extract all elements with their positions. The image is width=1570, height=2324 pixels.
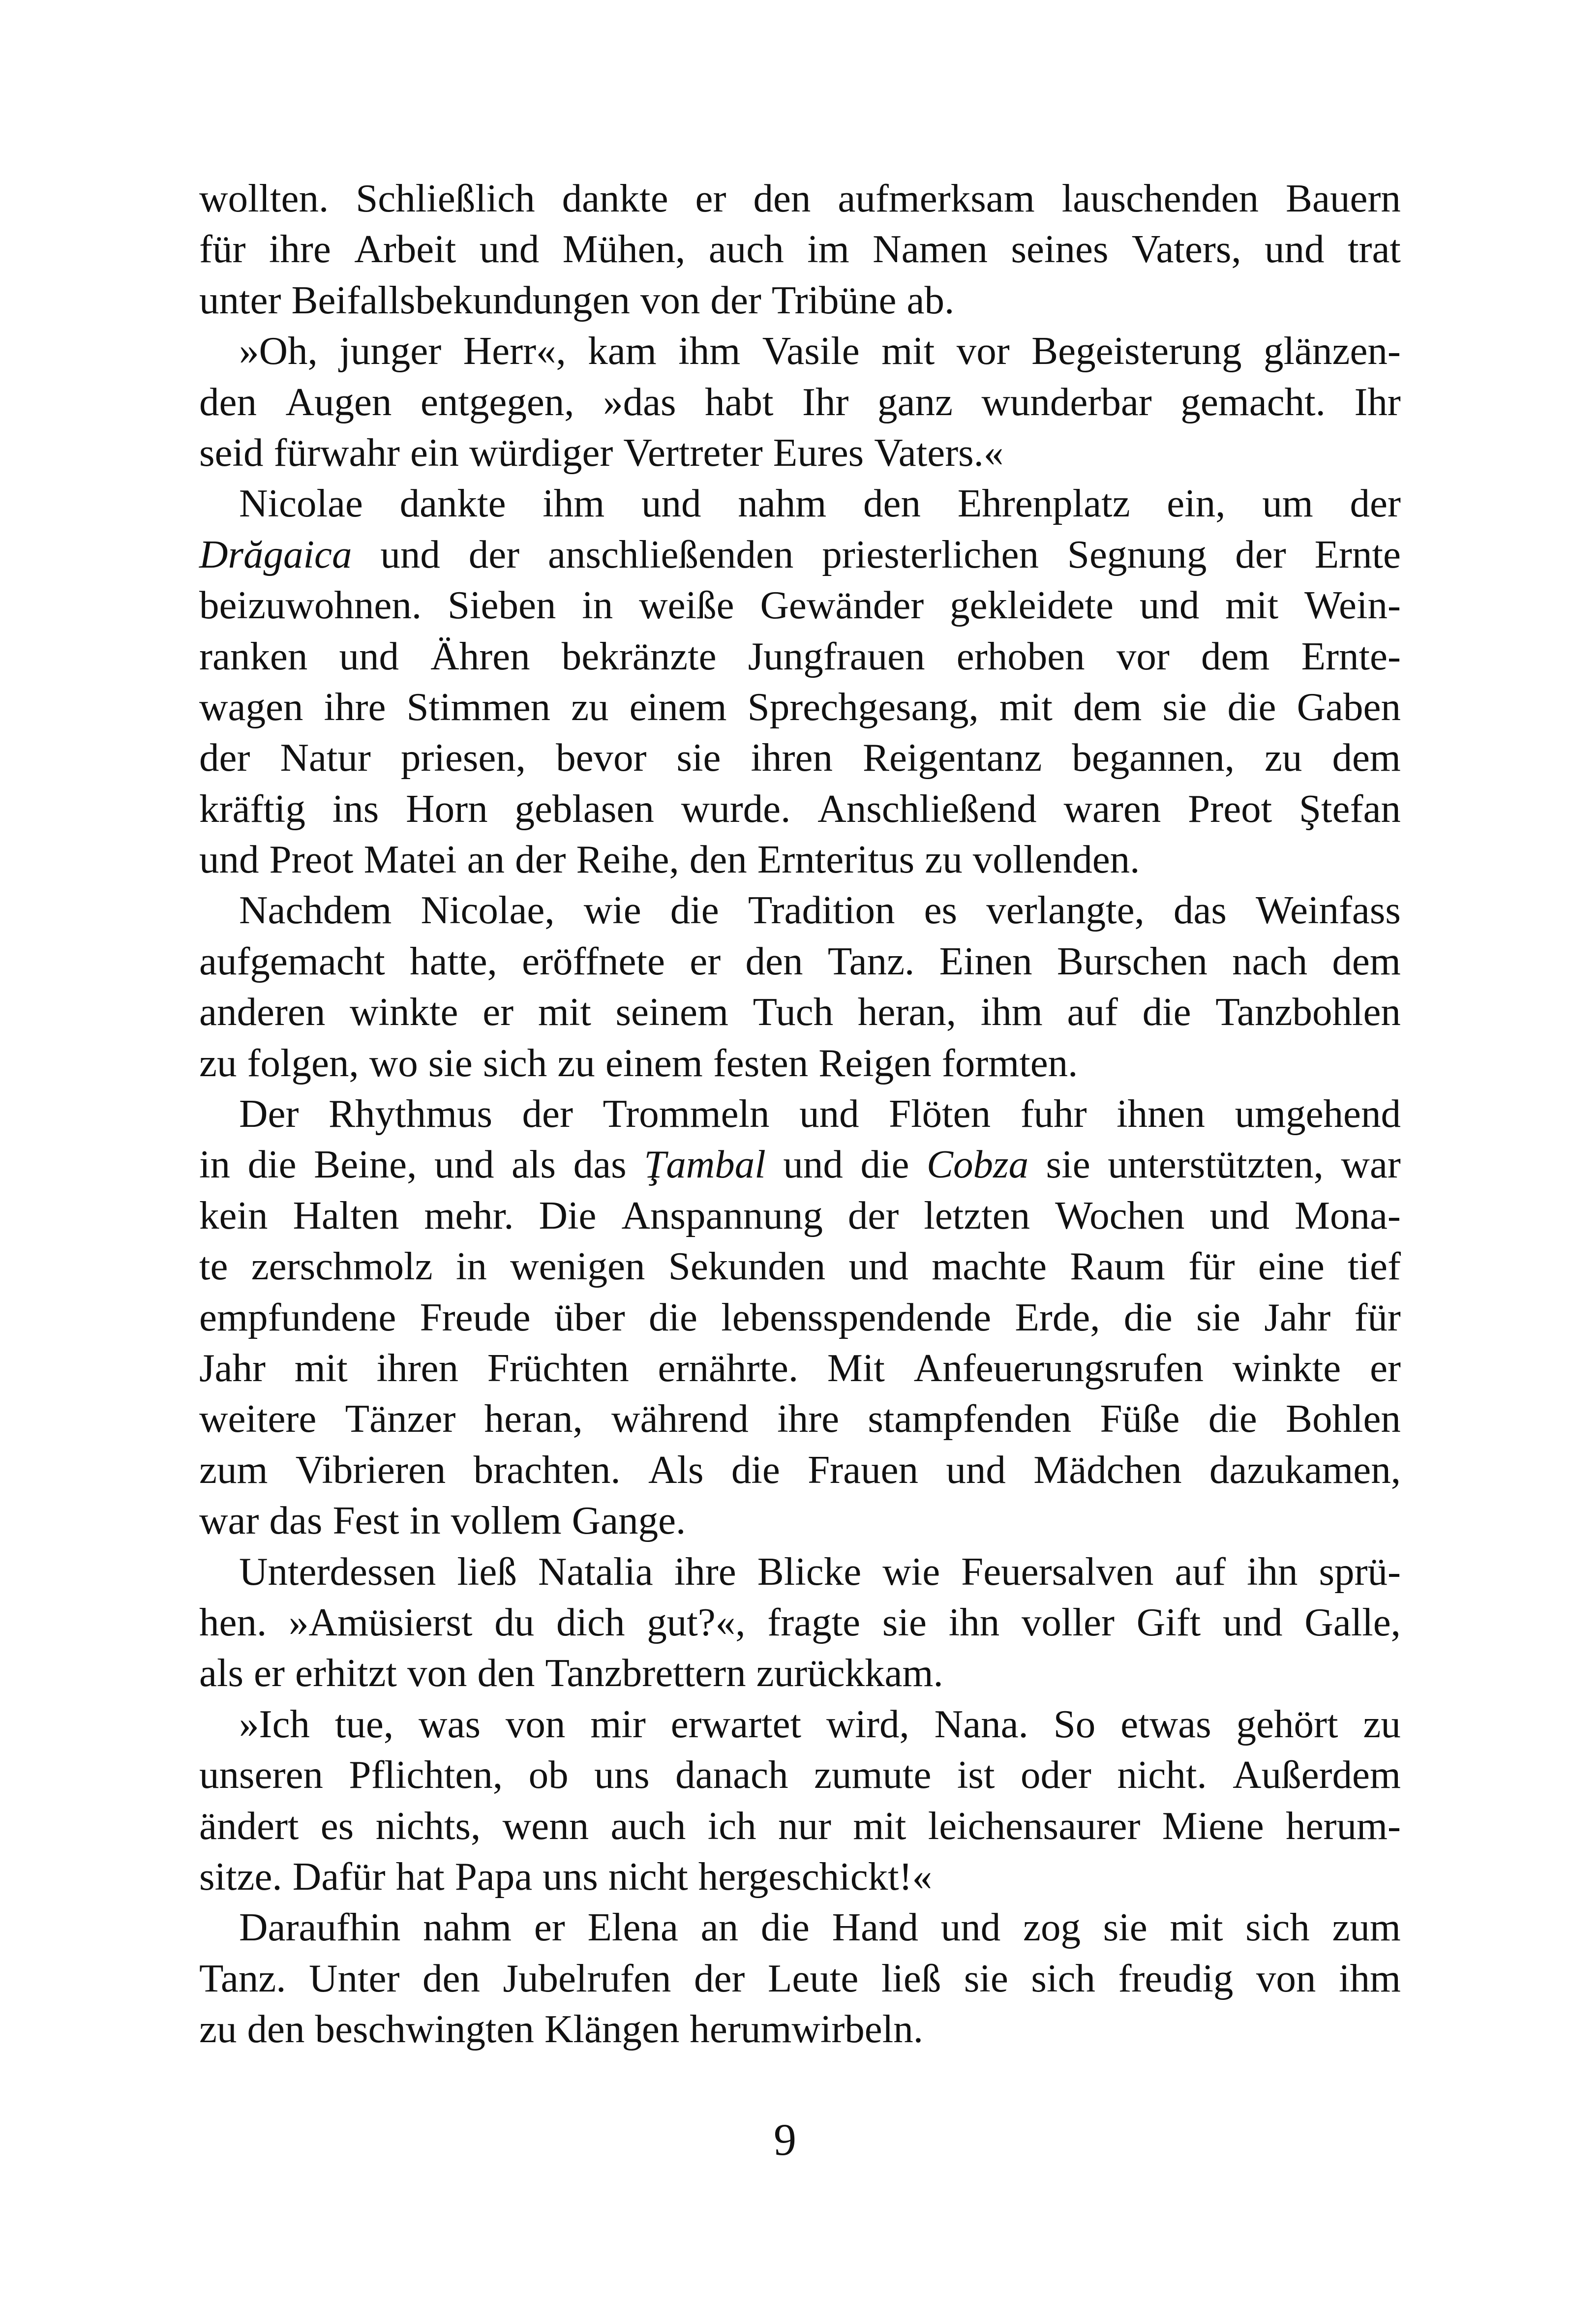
text-line: anderen winkte er mit seinem Tuch heran, ihm auf die Tanzbohlen bbox=[199, 990, 1401, 1034]
text-line: wagen ihre Stimmen zu einem Sprechgesang, mit dem sie die Gaben bbox=[199, 684, 1401, 729]
text-line: kein Halten mehr. Die Anspannung der letzten Wochen und Mona- bbox=[199, 1193, 1401, 1237]
paragraph bbox=[199, 326, 1401, 478]
body-text bbox=[199, 173, 1401, 2054]
text-line: zum Vibrieren brachten. Als die Frauen und Mädchen dazukamen, bbox=[199, 1447, 1401, 1492]
text-line: wollten. Schließlich dankte er den aufmerksam lauschenden Bauern bbox=[199, 176, 1401, 220]
text-line: Nachdem Nicolae, wie die Tradition es verlangte, das Weinfass bbox=[239, 888, 1401, 933]
text-line: als er erhitzt von den Tanzbrettern zurückkam. bbox=[199, 1651, 943, 1695]
page-number: 9 bbox=[774, 2114, 796, 2165]
text-line: war das Fest in vollem Gange. bbox=[199, 1498, 686, 1543]
text-line: Der Rhythmus der Trommeln und Flöten fuhr ihnen umgehend bbox=[239, 1091, 1401, 1136]
text-line: hen. »Amüsierst du dich gut?«, fragte sie ihn voller Gift und Galle, bbox=[199, 1600, 1401, 1644]
text-line: den Augen entgegen, »das habt Ihr ganz wunderbar gemacht. Ihr bbox=[199, 379, 1401, 424]
text-line: seid fürwahr ein würdiger Vertreter Eures Vaters.« bbox=[199, 430, 1004, 475]
text-line: kräftig ins Horn geblasen wurde. Anschließend waren Preot Ştefan bbox=[199, 786, 1401, 831]
text-line: te zerschmolz in wenigen Sekunden und machte Raum für eine tief bbox=[199, 1244, 1401, 1289]
text-line: Jahr mit ihren Früchten ernährte. Mit Anfeuerungsrufen winkte er bbox=[199, 1345, 1401, 1390]
text-line: empfundene Freude über die lebensspendende Erde, die sie Jahr für bbox=[199, 1295, 1401, 1339]
text-line: beizuwohnen. Sieben in weiße Gewänder gekleidete und mit Wein- bbox=[199, 583, 1401, 628]
text-line: Unterdessen ließ Natalia ihre Blicke wie Feuersalven auf ihn sprü- bbox=[239, 1549, 1401, 1594]
text-line: Daraufhin nahm er Elena an die Hand und zog sie mit sich zum bbox=[239, 1905, 1401, 1950]
text-line: der Natur priesen, bevor sie ihren Reigentanz begannen, zu dem bbox=[199, 735, 1401, 780]
text-line: sitze. Dafür hat Papa uns nicht hergeschickt!« bbox=[199, 1854, 933, 1899]
paragraph bbox=[199, 885, 1401, 1088]
text-line: ändert es nichts, wenn auch ich nur mit leichensaurer Miene herum- bbox=[199, 1803, 1401, 1848]
text-line: in die Beine, und als das Ţambal und die Cobza sie unterstützten, war bbox=[199, 1142, 1401, 1187]
text-line: ranken und Ähren bekränzte Jungfrauen erhoben vor dem Ernte- bbox=[199, 634, 1401, 678]
paragraph bbox=[199, 1546, 1401, 1699]
text-line: »Ich tue, was von mir erwartet wird, Nana. So etwas gehört zu bbox=[239, 1701, 1401, 1746]
text-line: weitere Tänzer heran, während ihre stampfenden Füße die Bohlen bbox=[199, 1396, 1401, 1441]
text-line: zu folgen, wo sie sich zu einem festen Reigen formten. bbox=[199, 1040, 1078, 1085]
text-line: aufgemacht hatte, eröffnete er den Tanz. Einen Burschen nach dem bbox=[199, 938, 1401, 983]
paragraph bbox=[199, 478, 1401, 885]
text-line: Tanz. Unter den Jubelrufen der Leute ließ sie sich freudig von ihm bbox=[199, 1956, 1401, 2000]
text-line: und Preot Matei an der Reihe, den Ernteritus zu vollenden. bbox=[199, 837, 1140, 882]
text-line: »Oh, junger Herr«, kam ihm Vasile mit vor Begeisterung glänzen- bbox=[239, 329, 1401, 373]
paragraph bbox=[199, 173, 1401, 326]
text-line: unseren Pflichten, ob uns danach zumute ist oder nicht. Außerdem bbox=[199, 1752, 1401, 1797]
text-line: zu den beschwingten Klängen herumwirbeln. bbox=[199, 2007, 923, 2052]
paragraph bbox=[199, 1699, 1401, 1902]
paragraph bbox=[199, 1088, 1401, 1546]
text-line: Nicolae dankte ihm und nahm den Ehrenplatz ein, um der bbox=[239, 481, 1401, 526]
text-line: unter Beifallsbekundungen von der Tribüne ab. bbox=[199, 277, 955, 322]
paragraph bbox=[199, 1902, 1401, 2054]
text-line: für ihre Arbeit und Mühen, auch im Namen seines Vaters, und trat bbox=[199, 227, 1401, 272]
text-line: Drăgaica und der anschließenden priesterlichen Segnung der Ernte bbox=[199, 532, 1401, 576]
